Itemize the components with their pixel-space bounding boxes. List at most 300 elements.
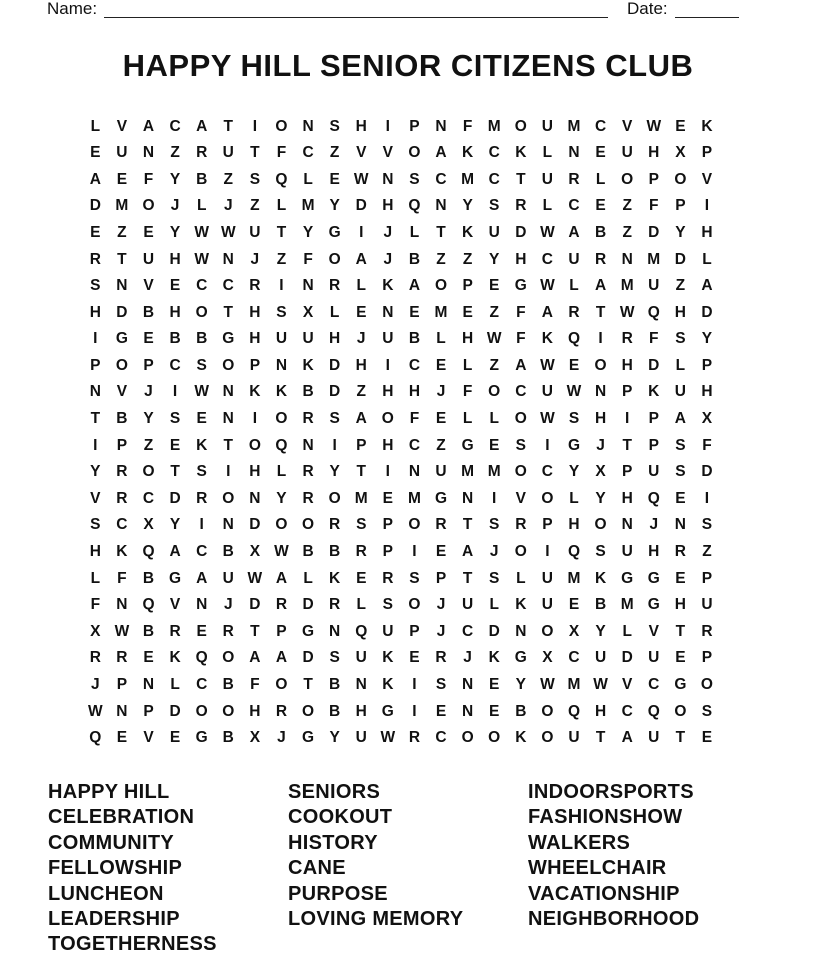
grid-cell: S [701,702,713,720]
grid-cell: J [383,250,393,268]
grid-cell: N [462,489,474,507]
grid-cell: H [169,250,181,268]
grid-cell: F [276,144,287,162]
grid-cell: X [542,649,553,667]
grid-cell: T [170,463,180,481]
grid-cell: L [489,410,499,428]
grid-cell: I [93,330,98,348]
grid-cell: E [169,436,181,454]
grid-cell: E [595,197,606,215]
grid-cell: X [90,622,101,640]
grid-cell: S [675,463,686,481]
grid-cell: H [89,303,101,321]
grid-cell: O [594,356,607,374]
grid-cell: E [675,649,686,667]
word-bank-item: PURPOSE [288,882,388,905]
grid-cell: S [675,330,686,348]
grid-cell: W [540,356,555,374]
grid-cell: O [674,702,687,720]
grid-cell: M [567,117,581,135]
grid-cell: Q [647,303,660,321]
grid-cell: S [356,516,367,534]
word-bank-item: WALKERS [528,831,631,854]
grid-cell: G [222,330,235,348]
grid-cell: U [222,569,234,587]
grid-cell: R [594,250,607,268]
grid-cell: H [249,303,261,321]
grid-cell: N [196,596,208,614]
grid-cell: A [594,277,607,295]
grid-cell: P [701,569,713,587]
grid-cell: T [595,729,606,747]
grid-cell: A [515,356,527,374]
grid-cell: I [412,676,417,694]
grid-cell: E [489,702,500,720]
grid-cell: Y [568,463,580,481]
grid-cell: N [568,144,580,162]
grid-cell: P [622,463,633,481]
grid-cell: T [250,622,260,640]
grid-cell: K [196,436,208,454]
grid-cell: E [595,144,606,162]
grid-cell: Q [567,543,581,561]
grid-cell: K [382,676,394,694]
grid-cell: K [382,277,394,295]
grid-cell: W [619,303,635,321]
grid-cell: G [514,277,527,295]
grid-cell: R [408,729,421,747]
grid-cell: P [356,436,367,454]
grid-cell: Y [329,729,340,747]
grid-cell: E [143,649,154,667]
grid-cell: O [594,516,607,534]
grid-cell: O [275,117,288,135]
grid-cell: Q [142,596,155,614]
date-blank-line[interactable] [675,17,739,18]
grid-cell: V [169,596,181,614]
grid-cell: S [90,277,101,295]
grid-cell: C [222,277,234,295]
grid-cell: H [89,543,101,561]
grid-cell: U [541,596,553,614]
grid-cell: H [329,330,341,348]
grid-cell: A [249,649,261,667]
grid-cell: W [353,170,369,188]
grid-cell: T [223,436,233,454]
grid-cell: S [568,410,580,428]
grid-cell: O [514,410,527,428]
grid-cell: Z [117,223,127,241]
grid-cell: Y [595,622,606,640]
grid-cell: L [170,676,180,694]
grid-cell: I [359,223,364,241]
grid-cell: V [143,729,154,747]
grid-cell: U [382,622,394,640]
grid-cell: Z [223,170,233,188]
grid-cell: D [701,303,713,321]
grid-cell: Z [622,223,632,241]
grid-cell: I [199,516,204,534]
grid-cell: K [701,117,713,135]
grid-cell: H [515,250,527,268]
grid-cell: L [595,170,606,188]
grid-cell: A [355,250,367,268]
grid-cell: U [355,729,367,747]
grid-cell: T [675,729,686,747]
grid-cell: V [143,277,154,295]
grid-cell: N [222,383,234,401]
grid-cell: R [435,516,447,534]
grid-cell: Y [169,516,181,534]
grid-cell: M [620,277,634,295]
grid-cell: M [354,489,368,507]
grid-cell: L [462,356,473,374]
grid-cell: N [462,702,474,720]
grid-cell: J [277,729,286,747]
grid-cell: L [622,622,632,640]
grid-cell: R [89,250,101,268]
grid-cell: N [142,676,155,694]
grid-cell: D [329,383,341,401]
grid-cell: H [355,356,367,374]
grid-cell: C [488,144,500,162]
grid-cell: L [542,197,553,215]
grid-cell: V [116,383,128,401]
grid-cell: A [435,144,447,162]
word-bank-item: COOKOUT [288,806,393,829]
grid-cell: B [142,303,155,321]
grid-cell: D [621,649,633,667]
grid-cell: L [276,463,287,481]
grid-cell: G [328,223,341,241]
grid-cell: Q [275,436,288,454]
grid-cell: R [329,596,341,614]
grid-cell: V [356,144,367,162]
grid-cell: C [169,356,181,374]
grid-cell: N [435,197,447,215]
grid-cell: W [194,383,209,401]
grid-cell: I [704,489,710,507]
grid-cell: V [382,144,393,162]
grid-cell: R [568,303,580,321]
grid-cell: H [621,356,633,374]
grid-cell: A [408,277,421,295]
grid-cell: J [144,383,153,401]
grid-cell: C [621,702,633,720]
grid-cell: X [595,463,606,481]
grid-cell: O [541,489,554,507]
grid-cell: B [302,543,314,561]
grid-cell: U [648,729,660,747]
word-bank-item: COMMUNITY [48,831,175,854]
grid-cell: B [196,330,208,348]
grid-cell: S [489,569,500,587]
grid-cell: J [436,383,446,401]
grid-cell: E [675,117,686,135]
grid-cell: D [249,596,261,614]
grid-cell: K [515,144,527,162]
grid-cell: K [594,569,607,587]
grid-cell: O [514,117,527,135]
grid-cell: N [408,463,421,481]
word-bank-item: TOGETHERNESS [48,933,217,956]
grid-cell: H [382,383,394,401]
grid-cell: A [621,729,633,747]
grid-cell: J [596,436,605,454]
grid-cell: E [409,649,420,667]
word-bank-column [288,780,528,958]
grid-cell: O [142,197,155,215]
grid-cell: H [674,303,686,321]
word-bank-item: CELEBRATION [48,806,195,829]
grid-cell: P [409,117,420,135]
grid-cell: N [116,596,128,614]
grid-cell: V [648,622,659,640]
grid-cell: B [222,729,234,747]
grid-cell: C [541,463,553,481]
grid-cell: L [569,277,579,295]
grid-cell: U [222,144,234,162]
grid-cell: E [356,569,367,587]
grid-cell: B [196,170,208,188]
grid-cell: O [541,729,554,747]
grid-cell: N [249,489,261,507]
grid-cell: H [594,702,607,720]
grid-cell: F [516,330,526,348]
grid-cell: J [170,197,180,215]
grid-cell: P [701,649,713,667]
grid-cell: M [434,303,448,321]
grid-cell: X [302,303,314,321]
grid-cell: E [196,410,207,428]
grid-cell: N [594,383,607,401]
grid-cell: X [249,729,261,747]
grid-cell: W [194,250,209,268]
grid-cell: L [303,569,313,587]
grid-cell: R [275,702,288,720]
grid-cell: H [701,223,713,241]
grid-cell: R [621,330,633,348]
grid-cell: N [382,303,394,321]
grid-cell: N [674,516,686,534]
grid-cell: U [249,223,261,241]
grid-cell: T [276,223,287,241]
grid-cell: U [488,223,500,241]
grid-cell: A [541,303,553,321]
grid-cell: O [621,170,634,188]
grid-cell: E [435,702,447,720]
grid-cell: R [116,489,128,507]
grid-cell: G [461,436,474,454]
grid-cell: L [409,223,420,241]
grid-cell: D [488,622,500,640]
grid-cell: H [249,463,261,481]
grid-cell: Y [329,463,340,481]
word-bank-item: HISTORY [288,831,378,854]
grid-cell: J [489,543,499,561]
grid-cell: N [89,383,101,401]
grid-cell: P [648,436,659,454]
grid-cell: O [514,463,527,481]
grid-cell: S [90,516,101,534]
grid-cell: E [435,410,447,428]
grid-cell: B [594,223,607,241]
grid-cell: D [648,356,660,374]
grid-cell: V [701,170,713,188]
grid-cell: I [598,330,603,348]
grid-cell: A [275,649,288,667]
grid-cell: Q [647,489,660,507]
word-bank-item: FELLOWSHIP [48,857,183,880]
grid-cell: I [172,383,178,401]
grid-cell: N [222,250,234,268]
grid-cell: B [329,543,341,561]
grid-cell: Z [675,277,686,295]
grid-cell: R [222,622,234,640]
grid-cell: A [701,277,713,295]
grid-cell: L [303,170,313,188]
grid-cell: R [249,277,261,295]
grid-cell: U [541,117,553,135]
grid-cell: R [116,463,128,481]
grid-cell: N [116,702,128,720]
grid-cell: F [250,676,260,694]
grid-cell: L [675,356,686,374]
grid-cell: K [488,649,500,667]
grid-cell: E [675,489,686,507]
grid-cell: R [701,622,713,640]
grid-cell: E [435,356,447,374]
grid-cell: H [249,330,261,348]
grid-cell: W [540,223,555,241]
grid-cell: F [462,117,473,135]
word-bank-column [48,780,288,958]
grid-cell: U [648,463,660,481]
grid-cell: G [115,330,128,348]
grid-cell: G [621,569,634,587]
grid-cell: P [435,569,447,587]
grid-cell: P [143,356,154,374]
grid-cell: M [647,250,661,268]
grid-cell: F [117,569,127,587]
grid-cell: N [515,622,527,640]
grid-cell: U [355,649,367,667]
grid-cell: F [303,250,313,268]
grid-cell: Z [489,303,499,321]
grid-cell: I [385,463,390,481]
grid-cell: R [116,649,128,667]
grid-cell: P [648,170,659,188]
grid-cell: M [461,170,475,188]
grid-cell: A [196,569,208,587]
grid-cell: E [382,489,393,507]
grid-cell: R [196,489,208,507]
grid-cell: N [302,117,314,135]
grid-cell: N [142,144,155,162]
grid-cell: D [169,489,181,507]
grid-cell: Y [302,223,314,241]
grid-cell: E [196,622,207,640]
grid-cell: Z [436,436,446,454]
grid-cell: O [222,649,235,667]
grid-cell: C [594,117,607,135]
grid-cell: S [515,436,526,454]
grid-cell: J [223,197,233,215]
grid-cell: A [462,543,474,561]
grid-cell: C [196,543,208,561]
grid-cell: U [568,250,580,268]
grid-cell: A [169,543,181,561]
grid-cell: T [303,676,313,694]
grid-cell: Z [250,197,260,215]
grid-cell: P [382,543,393,561]
grid-cell: J [436,596,446,614]
grid-cell: I [385,356,390,374]
grid-cell: M [487,463,501,481]
grid-cell: Y [489,250,500,268]
grid-cell: I [93,436,98,454]
grid-cell: R [302,489,314,507]
grid-cell: W [540,277,555,295]
grid-cell: S [489,197,500,215]
grid-cell: Q [567,330,581,348]
grid-cell: O [408,516,421,534]
grid-cell: N [355,676,367,694]
word-bank-item: LUNCHEON [48,882,164,905]
grid-cell: L [436,330,446,348]
grid-cell: H [594,410,607,428]
grid-cell: C [302,144,314,162]
grid-cell: Q [355,622,368,640]
grid-cell: R [302,463,314,481]
grid-cell: C [435,729,447,747]
grid-cell: F [649,197,659,215]
grid-cell: D [249,516,261,534]
grid-cell: O [275,410,288,428]
grid-cell: Y [701,330,713,348]
grid-cell: D [89,197,101,215]
grid-cell: R [329,277,341,295]
grid-cell: O [222,489,235,507]
grid-cell: K [515,729,527,747]
grid-cell: O [142,463,155,481]
grid-cell: E [489,277,500,295]
grid-cell: N [302,277,314,295]
grid-cell: I [704,197,710,215]
grid-cell: Y [143,410,154,428]
grid-cell: I [385,117,390,135]
name-blank-line[interactable] [104,17,608,18]
grid-cell: U [648,649,660,667]
grid-cell: T [516,170,526,188]
grid-cell: B [594,596,607,614]
grid-cell: H [382,197,394,215]
grid-cell: B [169,330,181,348]
grid-cell: I [332,436,337,454]
grid-cell: Z [702,543,712,561]
grid-cell: O [222,702,235,720]
grid-cell: Z [622,197,632,215]
grid-cell: Y [675,223,686,241]
grid-cell: H [408,383,421,401]
grid-cell: U [621,144,633,162]
grid-cell: Q [195,649,208,667]
grid-cell: S [196,356,207,374]
grid-cell: G [381,702,394,720]
grid-cell: X [143,516,154,534]
grid-cell: N [116,277,128,295]
grid-cell: S [435,676,447,694]
